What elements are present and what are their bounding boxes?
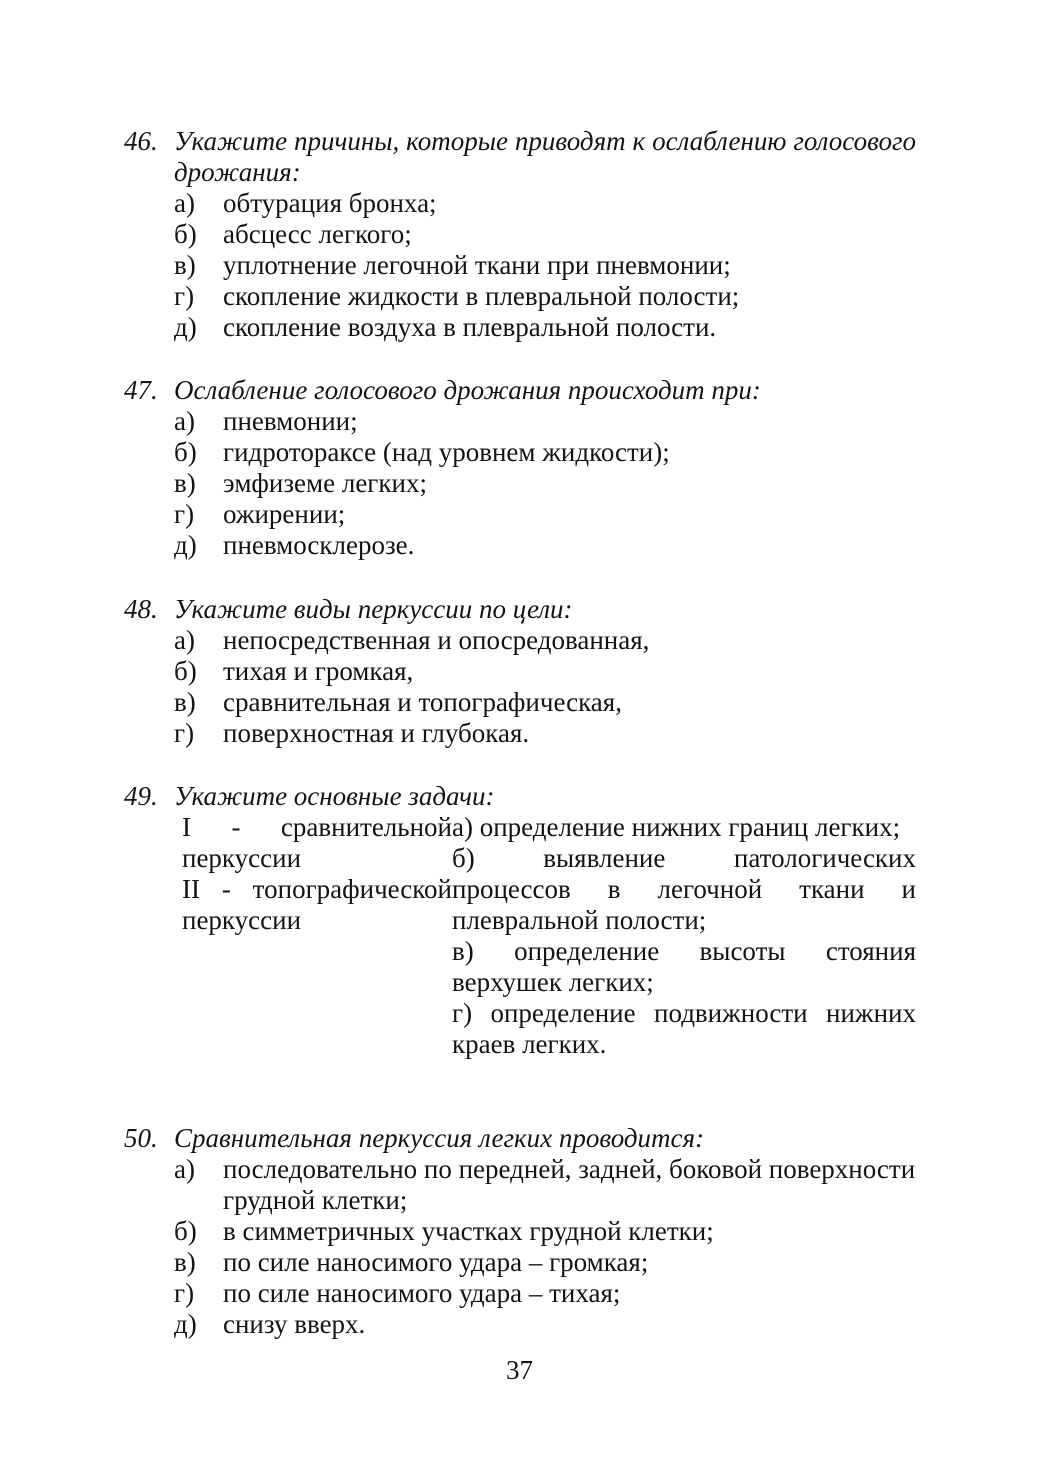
option-text: уплотнение легочной ткани при пневмонии; [223, 250, 731, 280]
option-g [174, 1278, 916, 1309]
option-b [174, 219, 916, 250]
option-letter: б) [174, 1216, 197, 1246]
option-letter: а) [174, 188, 195, 218]
option-letter: в) [174, 250, 196, 280]
option-b [174, 437, 916, 468]
options-list [174, 625, 916, 749]
option-text: по силе наносимого удара – тихая; [223, 1278, 621, 1308]
option-text: снизу вверх. [223, 1309, 366, 1339]
question-text: Ослабление голосового дрожания происходит при: [174, 375, 761, 405]
option-v [174, 1247, 916, 1278]
option-letter: д) [174, 1309, 197, 1339]
question-46 [124, 126, 916, 343]
option-text: обтурация бронха; [223, 188, 437, 218]
question-header [124, 781, 916, 812]
question-header [124, 1123, 916, 1154]
option-letter: а) [174, 1154, 195, 1184]
question-50 [124, 1123, 916, 1340]
option-letter: в) [174, 687, 196, 717]
question-48 [124, 594, 916, 749]
question-text: Укажите виды перкуссии по цели: [174, 594, 573, 624]
option-text: пневмонии; [223, 406, 358, 436]
option-text: в симметричных участках грудной клетки; [223, 1216, 714, 1246]
option-text: ожирении; [223, 499, 346, 529]
matching-left-item: I - сравнительной перкуссии [182, 812, 452, 873]
question-47 [124, 375, 916, 561]
option-letter: г) [174, 1278, 195, 1308]
matching-left-column [182, 812, 452, 1060]
option-text: последовательно по передней, задней, боковой поверхности грудной клетки; [223, 1154, 916, 1215]
option-g [174, 718, 916, 749]
question-number: 46. [124, 126, 158, 156]
page-number: 37 [506, 1355, 533, 1385]
question-number: 48. [124, 594, 158, 624]
option-text: пневмосклерозе. [223, 530, 415, 560]
question-text: Укажите основные задачи: [174, 781, 495, 811]
option-g [174, 281, 916, 312]
option-text: поверхностная и глубокая. [223, 718, 530, 748]
option-letter: б) [174, 219, 197, 249]
option-a [174, 625, 916, 656]
option-v [174, 468, 916, 499]
option-text: скопление воздуха в плевральной полости. [223, 312, 717, 342]
option-letter: а) [174, 406, 195, 436]
question-number: 49. [124, 781, 158, 811]
option-text: тихая и громкая, [223, 656, 414, 686]
matching-right-item: а) определение нижних границ легких; [452, 812, 901, 842]
question-header [124, 594, 916, 625]
options-list [174, 188, 916, 343]
matching-right-item: г) определение подвижности нижних краев легких. [452, 998, 916, 1059]
option-letter: а) [174, 625, 195, 655]
options-list [174, 406, 916, 561]
option-text: сравнительная и топографическая, [223, 687, 622, 717]
option-d [174, 530, 916, 561]
option-b [174, 1216, 916, 1247]
option-text: эмфиземе легких; [223, 468, 427, 498]
option-v [174, 687, 916, 718]
option-letter: г) [174, 281, 195, 311]
option-letter: б) [174, 437, 197, 467]
option-letter: д) [174, 312, 197, 342]
question-49 [124, 781, 916, 1060]
option-letter: д) [174, 530, 197, 560]
option-letter: г) [174, 718, 195, 748]
option-d [174, 312, 916, 343]
option-letter: б) [174, 656, 197, 686]
option-a [174, 1154, 916, 1216]
option-text: скопление жидкости в плевральной полости; [223, 281, 740, 311]
question-header [124, 126, 916, 188]
question-text: Сравнительная перкуссия легких проводится: [174, 1123, 705, 1153]
option-v [174, 250, 916, 281]
options-list [174, 1154, 916, 1340]
matching-left-item: II - топографической перкуссии [182, 874, 452, 935]
question-text: Укажите причины, которые приводят к ослаблению голосового дрожания: [174, 126, 916, 187]
question-number: 47. [124, 375, 158, 405]
matching-right-item: б) выявление патологических процессов в легочной ткани и плевральной полости; [452, 843, 916, 935]
option-d [174, 1309, 916, 1340]
matching-table [182, 812, 916, 1060]
matching-right-column [452, 812, 916, 1060]
option-letter: г) [174, 499, 195, 529]
option-g [174, 499, 916, 530]
option-a [174, 188, 916, 219]
option-text: абсцесс легкого; [223, 219, 412, 249]
option-letter: в) [174, 468, 196, 498]
matching-right-item: в) определение высоты стояния верхушек легких; [452, 936, 916, 997]
option-letter: в) [174, 1247, 196, 1277]
option-a [174, 406, 916, 437]
question-header [124, 375, 916, 406]
option-text: по силе наносимого удара – громкая; [223, 1247, 649, 1277]
option-b [174, 656, 916, 687]
option-text: непосредственная и опосредованная, [223, 625, 650, 655]
question-number: 50. [124, 1123, 158, 1153]
option-text: гидротораксе (над уровнем жидкости); [223, 437, 670, 467]
